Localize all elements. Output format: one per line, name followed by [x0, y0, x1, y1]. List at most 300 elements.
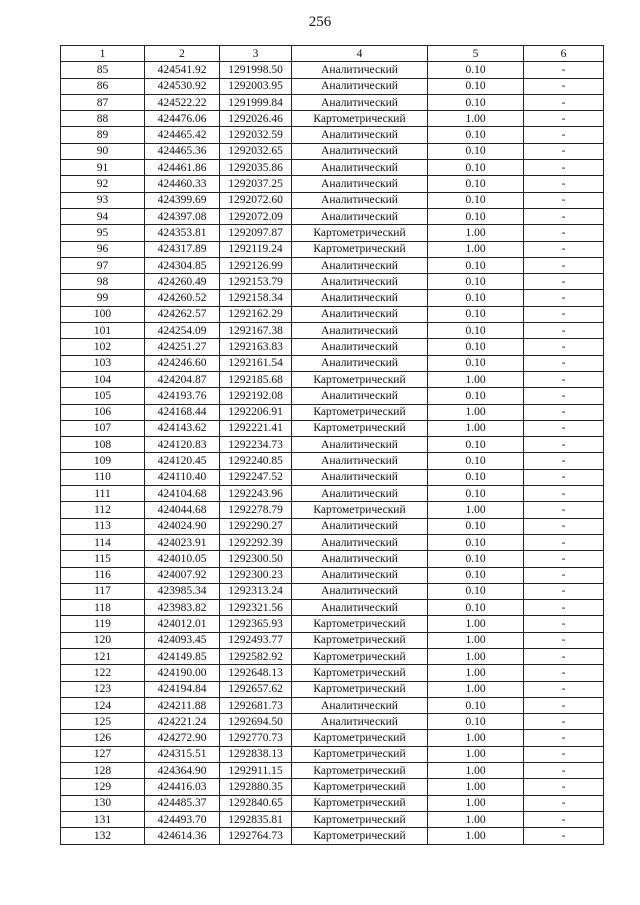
cell-y: 1292290.27	[220, 518, 292, 534]
table-row	[61, 371, 604, 387]
cell-y: 1292192.08	[220, 388, 292, 404]
cell-y: 1292657.62	[220, 681, 292, 697]
cell-accuracy: 1.00	[428, 616, 524, 632]
cell-y: 1292648.13	[220, 665, 292, 681]
cell-description: -	[524, 290, 604, 306]
cell-point-number: 101	[61, 323, 145, 339]
cell-method: Аналитический	[292, 453, 428, 469]
table-row	[61, 453, 604, 469]
cell-x: 424044.68	[145, 502, 220, 518]
cell-accuracy: 0.10	[428, 453, 524, 469]
cell-accuracy: 0.10	[428, 583, 524, 599]
cell-accuracy: 1.00	[428, 404, 524, 420]
cell-description: -	[524, 208, 604, 224]
cell-x: 424024.90	[145, 518, 220, 534]
cell-accuracy: 1.00	[428, 828, 524, 844]
cell-point-number: 125	[61, 714, 145, 730]
cell-y: 1292313.24	[220, 583, 292, 599]
cell-method: Аналитический	[292, 551, 428, 567]
cell-method: Аналитический	[292, 176, 428, 192]
cell-y: 1291998.50	[220, 62, 292, 78]
cell-accuracy: 1.00	[428, 502, 524, 518]
table-row	[61, 697, 604, 713]
cell-description: -	[524, 828, 604, 844]
cell-x: 423983.82	[145, 600, 220, 616]
cell-point-number: 90	[61, 143, 145, 159]
cell-method: Картометрический	[292, 241, 428, 257]
cell-description: -	[524, 420, 604, 436]
cell-point-number: 110	[61, 469, 145, 485]
table-row	[61, 355, 604, 371]
cell-point-number: 103	[61, 355, 145, 371]
cell-accuracy: 0.10	[428, 78, 524, 94]
cell-description: -	[524, 437, 604, 453]
cell-y: 1292292.39	[220, 534, 292, 550]
table-row	[61, 404, 604, 420]
cell-point-number: 96	[61, 241, 145, 257]
cell-accuracy: 1.00	[428, 371, 524, 387]
cell-point-number: 116	[61, 567, 145, 583]
table-row	[61, 437, 604, 453]
cell-x: 423985.34	[145, 583, 220, 599]
cell-method: Картометрический	[292, 795, 428, 811]
cell-description: -	[524, 160, 604, 176]
cell-method: Картометрический	[292, 763, 428, 779]
cell-x: 424399.69	[145, 192, 220, 208]
cell-point-number: 132	[61, 828, 145, 844]
cell-accuracy: 0.10	[428, 437, 524, 453]
cell-method: Аналитический	[292, 714, 428, 730]
cell-y: 1292278.79	[220, 502, 292, 518]
cell-y: 1292162.29	[220, 306, 292, 322]
cell-description: -	[524, 339, 604, 355]
cell-y: 1292032.59	[220, 127, 292, 143]
cell-point-number: 98	[61, 274, 145, 290]
cell-accuracy: 0.10	[428, 323, 524, 339]
cell-point-number: 115	[61, 551, 145, 567]
cell-x: 424149.85	[145, 648, 220, 664]
cell-point-number: 121	[61, 648, 145, 664]
cell-accuracy: 0.10	[428, 388, 524, 404]
table-row	[61, 94, 604, 110]
cell-x: 424110.40	[145, 469, 220, 485]
cell-x: 424461.86	[145, 160, 220, 176]
cell-point-number: 112	[61, 502, 145, 518]
table-row	[61, 632, 604, 648]
table-row	[61, 534, 604, 550]
coordinates-table	[60, 45, 604, 845]
cell-x: 424194.84	[145, 681, 220, 697]
cell-accuracy: 0.10	[428, 534, 524, 550]
cell-point-number: 88	[61, 111, 145, 127]
cell-accuracy: 0.10	[428, 208, 524, 224]
cell-description: -	[524, 143, 604, 159]
header-cell-x: 2	[145, 46, 220, 62]
cell-description: -	[524, 176, 604, 192]
table-row	[61, 746, 604, 762]
cell-x: 424493.70	[145, 811, 220, 827]
cell-point-number: 100	[61, 306, 145, 322]
cell-accuracy: 1.00	[428, 665, 524, 681]
cell-point-number: 106	[61, 404, 145, 420]
cell-method: Аналитический	[292, 600, 428, 616]
cell-description: -	[524, 779, 604, 795]
cell-description: -	[524, 225, 604, 241]
cell-method: Аналитический	[292, 323, 428, 339]
cell-x: 424168.44	[145, 404, 220, 420]
cell-point-number: 99	[61, 290, 145, 306]
table-row	[61, 779, 604, 795]
cell-method: Аналитический	[292, 355, 428, 371]
cell-point-number: 124	[61, 697, 145, 713]
cell-method: Картометрический	[292, 502, 428, 518]
cell-description: -	[524, 241, 604, 257]
cell-x: 424221.24	[145, 714, 220, 730]
cell-description: -	[524, 62, 604, 78]
cell-accuracy: 1.00	[428, 730, 524, 746]
cell-method: Картометрический	[292, 730, 428, 746]
cell-y: 1292838.13	[220, 746, 292, 762]
cell-method: Аналитический	[292, 388, 428, 404]
cell-point-number: 94	[61, 208, 145, 224]
cell-description: -	[524, 192, 604, 208]
cell-method: Картометрический	[292, 779, 428, 795]
cell-y: 1292097.87	[220, 225, 292, 241]
cell-description: -	[524, 78, 604, 94]
cell-x: 424143.62	[145, 420, 220, 436]
cell-point-number: 120	[61, 632, 145, 648]
cell-point-number: 87	[61, 94, 145, 110]
cell-description: -	[524, 811, 604, 827]
cell-accuracy: 1.00	[428, 779, 524, 795]
table-row	[61, 600, 604, 616]
table-row	[61, 339, 604, 355]
cell-point-number: 119	[61, 616, 145, 632]
table-row	[61, 730, 604, 746]
cell-description: -	[524, 371, 604, 387]
cell-description: -	[524, 600, 604, 616]
cell-description: -	[524, 453, 604, 469]
cell-accuracy: 1.00	[428, 241, 524, 257]
table-row	[61, 583, 604, 599]
cell-accuracy: 0.10	[428, 257, 524, 273]
cell-y: 1292035.86	[220, 160, 292, 176]
cell-method: Картометрический	[292, 371, 428, 387]
cell-x: 424460.33	[145, 176, 220, 192]
cell-y: 1292072.09	[220, 208, 292, 224]
cell-y: 1292835.81	[220, 811, 292, 827]
cell-method: Аналитический	[292, 78, 428, 94]
table-row	[61, 127, 604, 143]
table-row	[61, 274, 604, 290]
cell-y: 1292234.73	[220, 437, 292, 453]
cell-description: -	[524, 583, 604, 599]
cell-y: 1292185.68	[220, 371, 292, 387]
cell-point-number: 105	[61, 388, 145, 404]
cell-x: 424304.85	[145, 257, 220, 273]
cell-point-number: 123	[61, 681, 145, 697]
cell-point-number: 95	[61, 225, 145, 241]
table-row	[61, 257, 604, 273]
table-row	[61, 665, 604, 681]
cell-method: Аналитический	[292, 534, 428, 550]
cell-point-number: 108	[61, 437, 145, 453]
cell-y: 1292240.85	[220, 453, 292, 469]
cell-description: -	[524, 469, 604, 485]
cell-x: 424251.27	[145, 339, 220, 355]
cell-x: 424211.88	[145, 697, 220, 713]
table-row	[61, 323, 604, 339]
cell-method: Аналитический	[292, 697, 428, 713]
cell-description: -	[524, 111, 604, 127]
cell-accuracy: 0.10	[428, 518, 524, 534]
cell-method: Аналитический	[292, 469, 428, 485]
header-cell-point-number: 1	[61, 46, 145, 62]
table-row	[61, 241, 604, 257]
cell-description: -	[524, 94, 604, 110]
table-row	[61, 567, 604, 583]
table-row	[61, 551, 604, 567]
cell-description: -	[524, 486, 604, 502]
cell-x: 424120.45	[145, 453, 220, 469]
table-row	[61, 518, 604, 534]
cell-accuracy: 0.10	[428, 600, 524, 616]
cell-y: 1292764.73	[220, 828, 292, 844]
cell-y: 1292119.24	[220, 241, 292, 257]
cell-y: 1292158.34	[220, 290, 292, 306]
table-row	[61, 388, 604, 404]
table-row	[61, 290, 604, 306]
cell-description: -	[524, 616, 604, 632]
cell-accuracy: 0.10	[428, 94, 524, 110]
cell-x: 424397.08	[145, 208, 220, 224]
cell-description: -	[524, 404, 604, 420]
cell-accuracy: 0.10	[428, 143, 524, 159]
cell-method: Аналитический	[292, 567, 428, 583]
cell-point-number: 104	[61, 371, 145, 387]
cell-point-number: 113	[61, 518, 145, 534]
cell-accuracy: 0.10	[428, 339, 524, 355]
cell-point-number: 126	[61, 730, 145, 746]
cell-y: 1292206.91	[220, 404, 292, 420]
cell-method: Картометрический	[292, 404, 428, 420]
cell-description: -	[524, 388, 604, 404]
cell-method: Аналитический	[292, 306, 428, 322]
cell-method: Аналитический	[292, 208, 428, 224]
table-row	[61, 616, 604, 632]
cell-description: -	[524, 632, 604, 648]
cell-method: Картометрический	[292, 632, 428, 648]
cell-point-number: 111	[61, 486, 145, 502]
table-row	[61, 811, 604, 827]
cell-description: -	[524, 567, 604, 583]
cell-accuracy: 0.10	[428, 697, 524, 713]
table-row	[61, 225, 604, 241]
cell-y: 1292321.56	[220, 600, 292, 616]
cell-description: -	[524, 665, 604, 681]
cell-point-number: 89	[61, 127, 145, 143]
table-row	[61, 62, 604, 78]
cell-y: 1292032.65	[220, 143, 292, 159]
cell-point-number: 118	[61, 600, 145, 616]
cell-x: 424416.03	[145, 779, 220, 795]
cell-point-number: 86	[61, 78, 145, 94]
cell-y: 1292026.46	[220, 111, 292, 127]
cell-description: -	[524, 795, 604, 811]
header-cell-y: 3	[220, 46, 292, 62]
cell-description: -	[524, 763, 604, 779]
cell-y: 1291999.84	[220, 94, 292, 110]
cell-x: 424530.92	[145, 78, 220, 94]
table-row	[61, 143, 604, 159]
cell-description: -	[524, 714, 604, 730]
cell-x: 424353.81	[145, 225, 220, 241]
cell-y: 1292153.79	[220, 274, 292, 290]
cell-accuracy: 1.00	[428, 681, 524, 697]
cell-description: -	[524, 648, 604, 664]
table-row	[61, 648, 604, 664]
cell-y: 1292880.35	[220, 779, 292, 795]
cell-accuracy: 0.10	[428, 486, 524, 502]
cell-point-number: 85	[61, 62, 145, 78]
table-row	[61, 78, 604, 94]
cell-method: Аналитический	[292, 127, 428, 143]
cell-x: 424614.36	[145, 828, 220, 844]
cell-description: -	[524, 518, 604, 534]
cell-method: Картометрический	[292, 616, 428, 632]
cell-y: 1292300.23	[220, 567, 292, 583]
cell-x: 424254.09	[145, 323, 220, 339]
cell-description: -	[524, 257, 604, 273]
cell-accuracy: 0.10	[428, 192, 524, 208]
cell-description: -	[524, 534, 604, 550]
cell-accuracy: 0.10	[428, 306, 524, 322]
cell-x: 424522.22	[145, 94, 220, 110]
cell-x: 424272.90	[145, 730, 220, 746]
table-row	[61, 681, 604, 697]
cell-method: Аналитический	[292, 518, 428, 534]
cell-x: 424093.45	[145, 632, 220, 648]
table-body	[61, 62, 604, 844]
cell-accuracy: 1.00	[428, 811, 524, 827]
cell-x: 424476.06	[145, 111, 220, 127]
cell-point-number: 129	[61, 779, 145, 795]
cell-description: -	[524, 746, 604, 762]
cell-method: Картометрический	[292, 111, 428, 127]
table-row	[61, 828, 604, 844]
page-number: 256	[308, 14, 332, 30]
cell-point-number: 128	[61, 763, 145, 779]
cell-y: 1292037.25	[220, 176, 292, 192]
cell-x: 424012.01	[145, 616, 220, 632]
table-row	[61, 714, 604, 730]
cell-accuracy: 0.10	[428, 290, 524, 306]
cell-method: Аналитический	[292, 62, 428, 78]
cell-method: Аналитический	[292, 583, 428, 599]
cell-method: Аналитический	[292, 486, 428, 502]
cell-x: 424120.83	[145, 437, 220, 453]
cell-accuracy: 0.10	[428, 551, 524, 567]
cell-description: -	[524, 697, 604, 713]
cell-x: 424010.05	[145, 551, 220, 567]
cell-point-number: 107	[61, 420, 145, 436]
header-cell-accuracy: 5	[428, 46, 524, 62]
cell-point-number: 117	[61, 583, 145, 599]
cell-accuracy: 1.00	[428, 225, 524, 241]
cell-y: 1292582.92	[220, 648, 292, 664]
cell-y: 1292300.50	[220, 551, 292, 567]
table-row	[61, 176, 604, 192]
cell-x: 424465.42	[145, 127, 220, 143]
cell-method: Аналитический	[292, 160, 428, 176]
cell-x: 424317.89	[145, 241, 220, 257]
table-row	[61, 486, 604, 502]
cell-x: 424541.92	[145, 62, 220, 78]
cell-point-number: 109	[61, 453, 145, 469]
cell-point-number: 131	[61, 811, 145, 827]
cell-accuracy: 1.00	[428, 763, 524, 779]
cell-description: -	[524, 355, 604, 371]
cell-description: -	[524, 127, 604, 143]
cell-y: 1292163.83	[220, 339, 292, 355]
cell-x: 424260.52	[145, 290, 220, 306]
cell-description: -	[524, 730, 604, 746]
cell-point-number: 130	[61, 795, 145, 811]
cell-x: 424315.51	[145, 746, 220, 762]
table-row	[61, 420, 604, 436]
cell-method: Аналитический	[292, 143, 428, 159]
cell-x: 424193.76	[145, 388, 220, 404]
cell-method: Аналитический	[292, 274, 428, 290]
cell-point-number: 97	[61, 257, 145, 273]
cell-x: 424204.87	[145, 371, 220, 387]
cell-description: -	[524, 551, 604, 567]
cell-method: Картометрический	[292, 420, 428, 436]
cell-y: 1292167.38	[220, 323, 292, 339]
cell-accuracy: 0.10	[428, 714, 524, 730]
cell-x: 424485.37	[145, 795, 220, 811]
cell-description: -	[524, 323, 604, 339]
cell-point-number: 92	[61, 176, 145, 192]
cell-y: 1292221.41	[220, 420, 292, 436]
cell-x: 424364.90	[145, 763, 220, 779]
cell-y: 1292003.95	[220, 78, 292, 94]
cell-accuracy: 0.10	[428, 127, 524, 143]
cell-x: 424007.92	[145, 567, 220, 583]
header-cell-method: 4	[292, 46, 428, 62]
cell-x: 424023.91	[145, 534, 220, 550]
cell-y: 1292681.73	[220, 697, 292, 713]
cell-x: 424260.49	[145, 274, 220, 290]
table-row	[61, 160, 604, 176]
cell-y: 1292694.50	[220, 714, 292, 730]
cell-accuracy: 1.00	[428, 420, 524, 436]
cell-x: 424465.36	[145, 143, 220, 159]
cell-method: Аналитический	[292, 192, 428, 208]
cell-x: 424190.00	[145, 665, 220, 681]
cell-point-number: 91	[61, 160, 145, 176]
cell-point-number: 122	[61, 665, 145, 681]
cell-accuracy: 0.10	[428, 469, 524, 485]
cell-method: Аналитический	[292, 257, 428, 273]
cell-y: 1292161.54	[220, 355, 292, 371]
table-row	[61, 192, 604, 208]
cell-y: 1292365.93	[220, 616, 292, 632]
header-cell-description: 6	[524, 46, 604, 62]
cell-accuracy: 0.10	[428, 62, 524, 78]
cell-point-number: 102	[61, 339, 145, 355]
cell-method: Аналитический	[292, 94, 428, 110]
